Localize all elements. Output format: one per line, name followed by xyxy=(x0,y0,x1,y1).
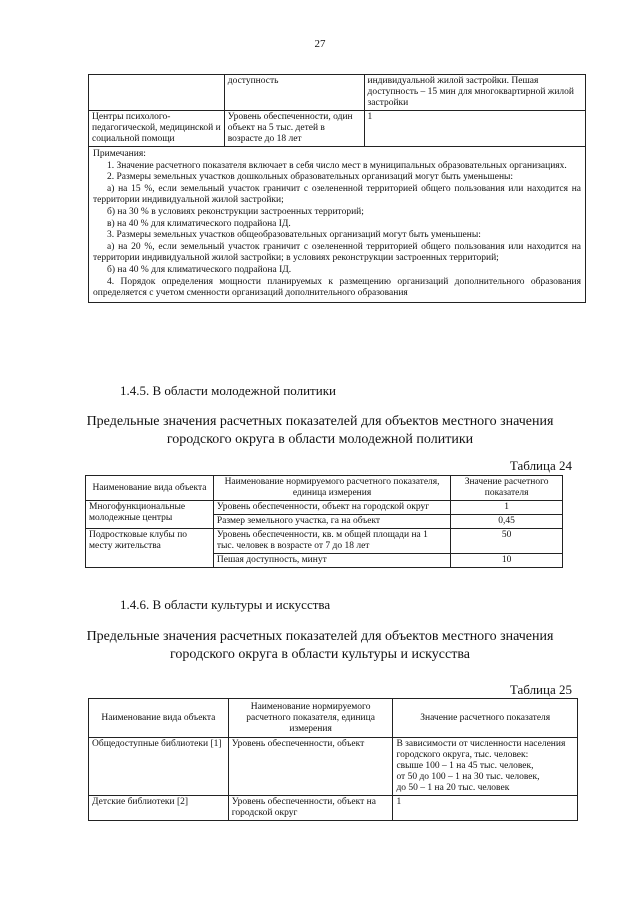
table-24-title: Предельные значения расчетных показателей для объектов местного значения городского округа в области молодежной политики xyxy=(86,414,554,447)
table-cell: Уровень обеспеченности, объект на городской округ xyxy=(228,796,393,821)
table-cell: Общедоступные библиотеки [1] xyxy=(89,738,229,796)
table-cell: Центры психолого-педагогической, медицинской и социальной помощи xyxy=(89,111,225,147)
table-row xyxy=(89,75,586,111)
table-continued xyxy=(88,74,586,303)
table-row xyxy=(89,111,586,147)
table-cell: Пешая доступность, минут xyxy=(213,554,450,568)
table-row xyxy=(89,796,578,821)
table-row xyxy=(86,501,563,515)
column-header: Наименование нормируемого расчетного показателя, единица измерения xyxy=(228,699,393,738)
table-24 xyxy=(85,475,563,568)
column-header: Наименование вида объекта xyxy=(89,699,229,738)
table-row xyxy=(86,529,563,554)
note-2a: а) на 15 %, если земельный участок граничит с озелененной территорией общего пользования или находится на территории индивидуальной жилой застройки; xyxy=(93,183,581,206)
table-cell xyxy=(89,75,225,111)
table-25-caption: Таблица 25 xyxy=(509,682,572,697)
section-heading-youth: 1.4.5. В области молодежной политики xyxy=(120,383,336,398)
column-header: Значение расчетного показателя xyxy=(393,699,578,738)
note-1: 1. Значение расчетного показателя включает в себя число мест в муниципальных образовательных организациях. xyxy=(107,160,567,171)
notes-cell xyxy=(89,147,586,303)
table-cell: Уровень обеспеченности, один объект на 5 тыс. детей в возрасте до 18 лет xyxy=(224,111,364,147)
notes-row xyxy=(89,147,586,303)
table-25 xyxy=(88,698,578,821)
notes-title: Примечания: xyxy=(93,149,146,159)
table-cell: Уровень обеспеченности, кв. м общей площади на 1 тыс. человек в возрасте от 7 до 18 лет xyxy=(213,529,450,554)
column-header: Наименование нормируемого расчетного показателя, единица измерения xyxy=(213,476,450,501)
value-line: до 50 – 1 на 20 тыс. человек xyxy=(396,783,510,793)
page-number: 27 xyxy=(314,38,326,50)
table-cell: Подростковые клубы по месту жительства xyxy=(86,529,214,568)
table-cell: Детские библиотеки [2] xyxy=(89,796,229,821)
table-header-row xyxy=(86,476,563,501)
table-cell: Уровень обеспеченности, объект на городской округ xyxy=(213,501,450,515)
table-cell: 10 xyxy=(451,554,563,568)
table-cell: Размер земельного участка, га на объект xyxy=(213,515,450,529)
table-cell: индивидуальной жилой застройки. Пешая доступность – 15 мин для многоквартирной жилой застройки xyxy=(364,75,585,111)
note-3b: б) на 40 % для климатического подрайона IД. xyxy=(107,264,292,275)
table-24-caption: Таблица 24 xyxy=(509,458,572,473)
value-line: от 50 до 100 – 1 на 30 тыс. человек, xyxy=(396,772,540,782)
table-cell: 1 xyxy=(451,501,563,515)
table-cell: 1 xyxy=(364,111,585,147)
note-3a: а) на 20 %, если земельный участок граничит с озелененной территорией общего пользования или находится на территории индивидуальной жилой застройки; в условиях реконструкции застроенных территорий; xyxy=(93,241,581,264)
table-cell: Уровень обеспеченности, объект xyxy=(228,738,393,796)
table-cell: доступность xyxy=(224,75,364,111)
column-header: Наименование вида объекта xyxy=(86,476,214,501)
table-cell: 1 xyxy=(393,796,578,821)
note-2b: б) на 30 % в условиях реконструкции застроенных территорий; xyxy=(107,206,364,217)
table-cell: 50 xyxy=(451,529,563,554)
table-cell: Многофункциональные молодежные центры xyxy=(86,501,214,529)
column-header: Значение расчетного показателя xyxy=(451,476,563,501)
table-header-row xyxy=(89,699,578,738)
value-line: В зависимости от численности населения городского округа, тыс. человек: xyxy=(396,739,566,760)
note-2: 2. Размеры земельных участков дошкольных образовательных организаций могут быть уменьшены: xyxy=(107,172,514,183)
note-4: 4. Порядок определения мощности планируемых к размещению организаций дополнительного образования определяется с учетом сменности организаций дополнительного образования xyxy=(93,276,581,299)
table-cell xyxy=(393,738,578,796)
value-line: свыше 100 – 1 на 45 тыс. человек, xyxy=(396,761,534,771)
section-heading-culture: 1.4.6. В области культуры и искусства xyxy=(120,597,331,612)
table-25-title: Предельные значения расчетных показателей для объектов местного значения городского округа в области культуры и искусства xyxy=(86,629,554,662)
note-2c: в) на 40 % для климатического подрайона IД. xyxy=(107,218,291,229)
table-row xyxy=(89,738,578,796)
note-3: 3. Размеры земельных участков общеобразовательных организаций могут быть уменьшены: xyxy=(107,230,481,241)
table-cell: 0,45 xyxy=(451,515,563,529)
